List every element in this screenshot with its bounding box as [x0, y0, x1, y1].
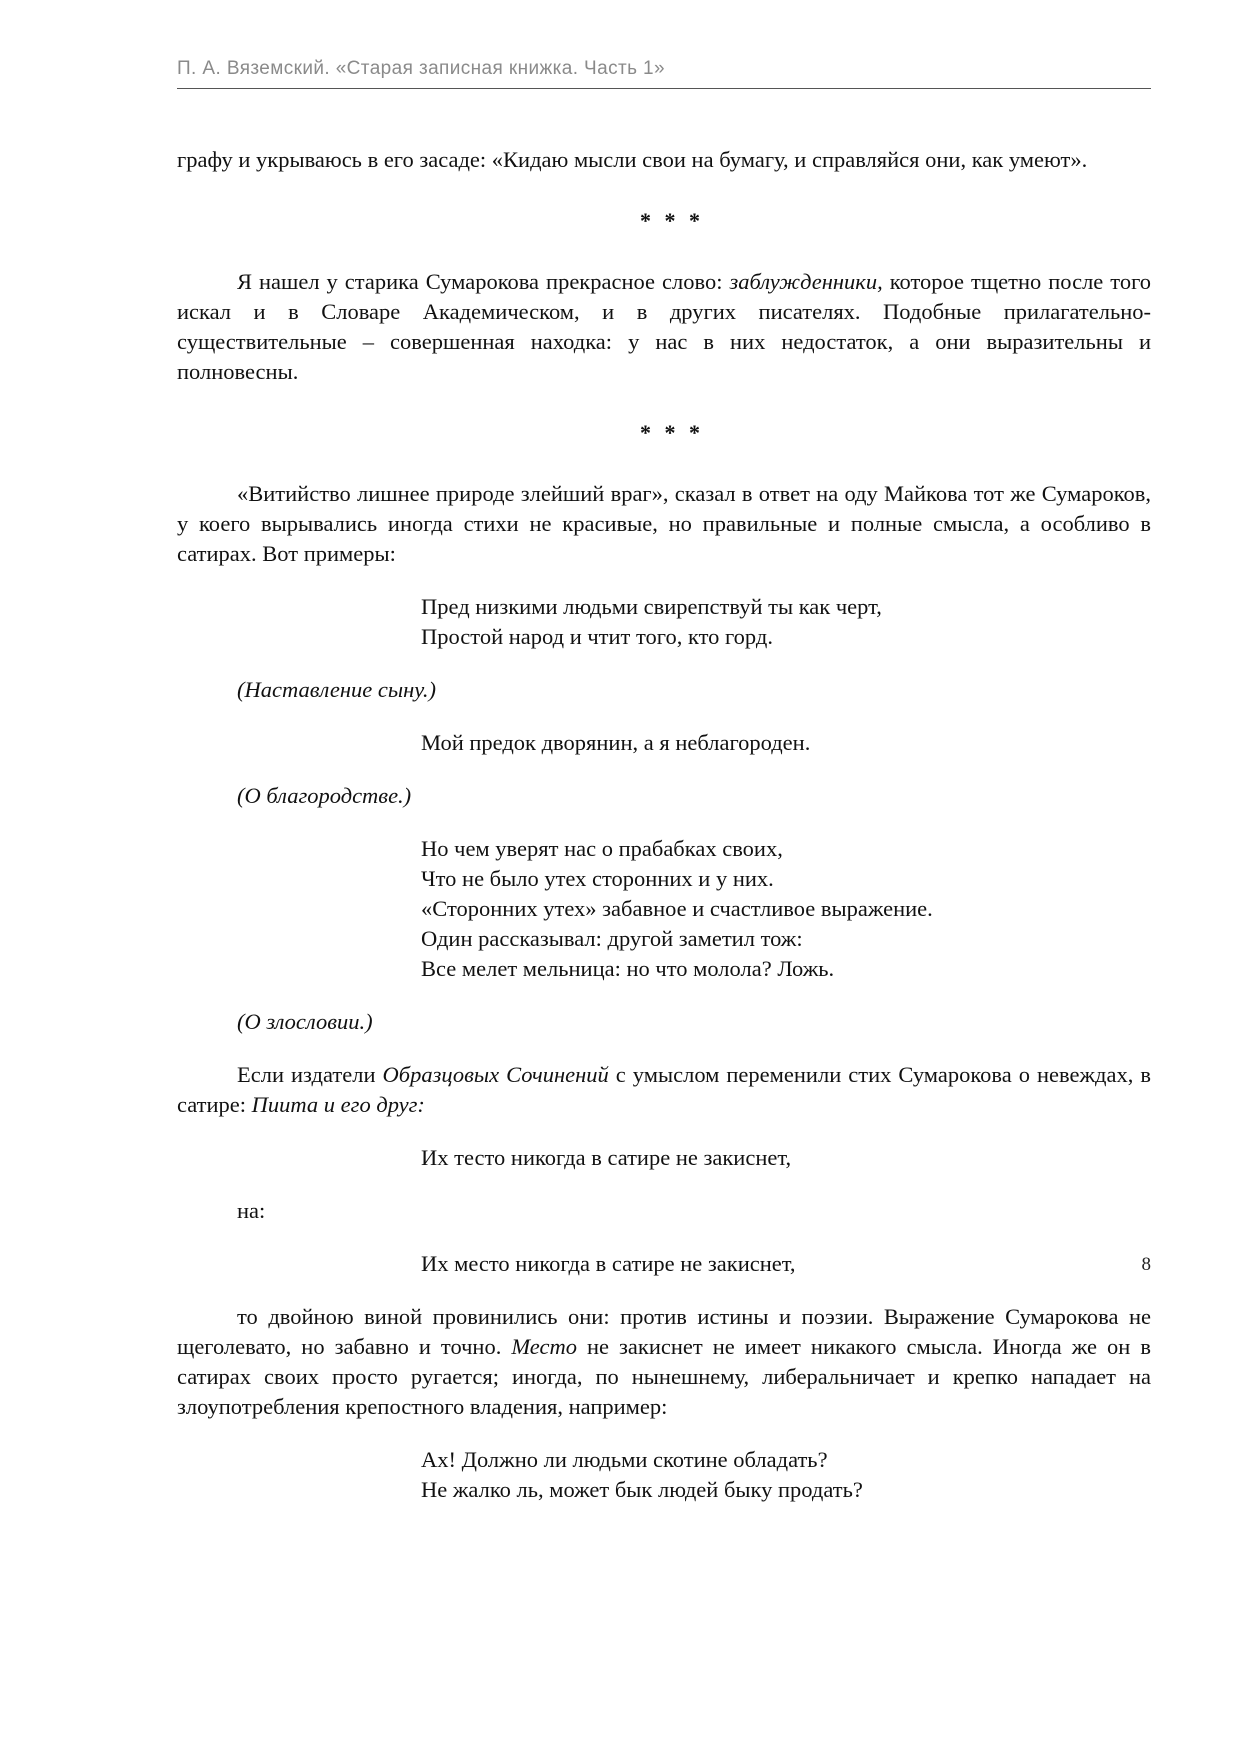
paragraph-vitiistvo: «Витийство лишнее природе злейший враг», сказал в ответ на оду Майкова тот же Сумароков, у коего вырывались иногда стихи не красивые, но правильные и полные смысла, а особливо в сатирах. Вот примеры:	[177, 481, 1151, 566]
connector-word: на:	[237, 1198, 266, 1223]
paragraph-double-fault	[177, 1302, 1151, 1422]
emphasis-title: Пиита и его друг:	[251, 1092, 425, 1117]
verse-line: Но чем уверят нас о прабабках своих,	[421, 836, 783, 861]
verse-line: Что не было утех сторонних и у них.	[421, 866, 774, 891]
verse-line: Один рассказывал: другой заметил тож:	[421, 926, 803, 951]
verse-line: Их место никогда в сатире не закиснет,	[421, 1251, 796, 1276]
page-number: 8	[1141, 1254, 1151, 1275]
verse-block-4	[421, 1143, 1151, 1173]
running-header: П. А. Вяземский. «Старая записная книжка. Часть 1»	[177, 58, 665, 79]
text-run: Если издатели	[237, 1062, 383, 1087]
text-run: с умыслом переменили стих Сумарокова о невеждах, в сатире:	[177, 1062, 1151, 1117]
verse-block-6	[421, 1445, 1151, 1505]
paragraph-editors	[177, 1060, 1151, 1120]
text-run: Я нашел у старика Сумарокова прекрасное слово:	[237, 269, 730, 294]
emphasis-word: Место	[511, 1334, 577, 1359]
emphasis-title: Образцовых Сочинений	[382, 1062, 609, 1087]
paragraph-sumarokov-word	[177, 267, 1151, 387]
header-divider	[177, 88, 1151, 89]
verse-line: Все мелет мельница: но что молола? Ложь.	[421, 956, 835, 981]
emphasis-word: заблужденники,	[729, 269, 883, 294]
verse-block-5	[421, 1249, 1151, 1279]
verse-block-2	[421, 728, 1151, 758]
source-note: (О благородстве.)	[237, 783, 412, 808]
verse-line: Ах! Должно ли людьми скотине обладать?	[421, 1447, 828, 1472]
text-run: то двойною виной провинились они: против истины и поэзии. Выражение Сумарокова не щеголевато, но забавно и точно.	[177, 1304, 1151, 1359]
verse-line: Простой народ и чтит того, кто горд.	[421, 624, 773, 649]
verse-block-1	[421, 592, 1151, 652]
source-note: (О злословии.)	[237, 1009, 373, 1034]
section-separator: * * *	[640, 208, 704, 233]
section-separator: * * *	[640, 420, 704, 445]
source-note: (Наставление сыну.)	[237, 677, 436, 702]
verse-block-3	[421, 834, 1151, 984]
verse-line: Мой предок дворянин, а я неблагороден.	[421, 730, 811, 755]
text-run: не закиснет не имеет никакого смысла. Иногда же он в сатирах своих просто ругается; иногда, по нынешнему, либеральничает и крепко нападает на злоупотребления крепостного владения, например:	[177, 1334, 1151, 1419]
verse-line: Пред низкими людьми свирепствуй ты как черт,	[421, 594, 882, 619]
paragraph-intro: графу и укрываюсь в его засаде: «Кидаю мысли свои на бумагу, и справляйся они, как умеют».	[177, 147, 1088, 172]
body-text	[177, 145, 1151, 1505]
verse-line: «Сторонних утех» забавное и счастливое выражение.	[421, 896, 933, 921]
text-run: которое тщетно после того искал и в Словаре Академическом, и в других писателях. Подобные прилагательно-существительные – совершенная находка: у нас в них недостаток, а они выразительны и полновесны.	[177, 269, 1151, 384]
verse-line: Не жалко ль, может бык людей быку продать?	[421, 1477, 863, 1502]
verse-line: Их тесто никогда в сатире не закиснет,	[421, 1145, 792, 1170]
